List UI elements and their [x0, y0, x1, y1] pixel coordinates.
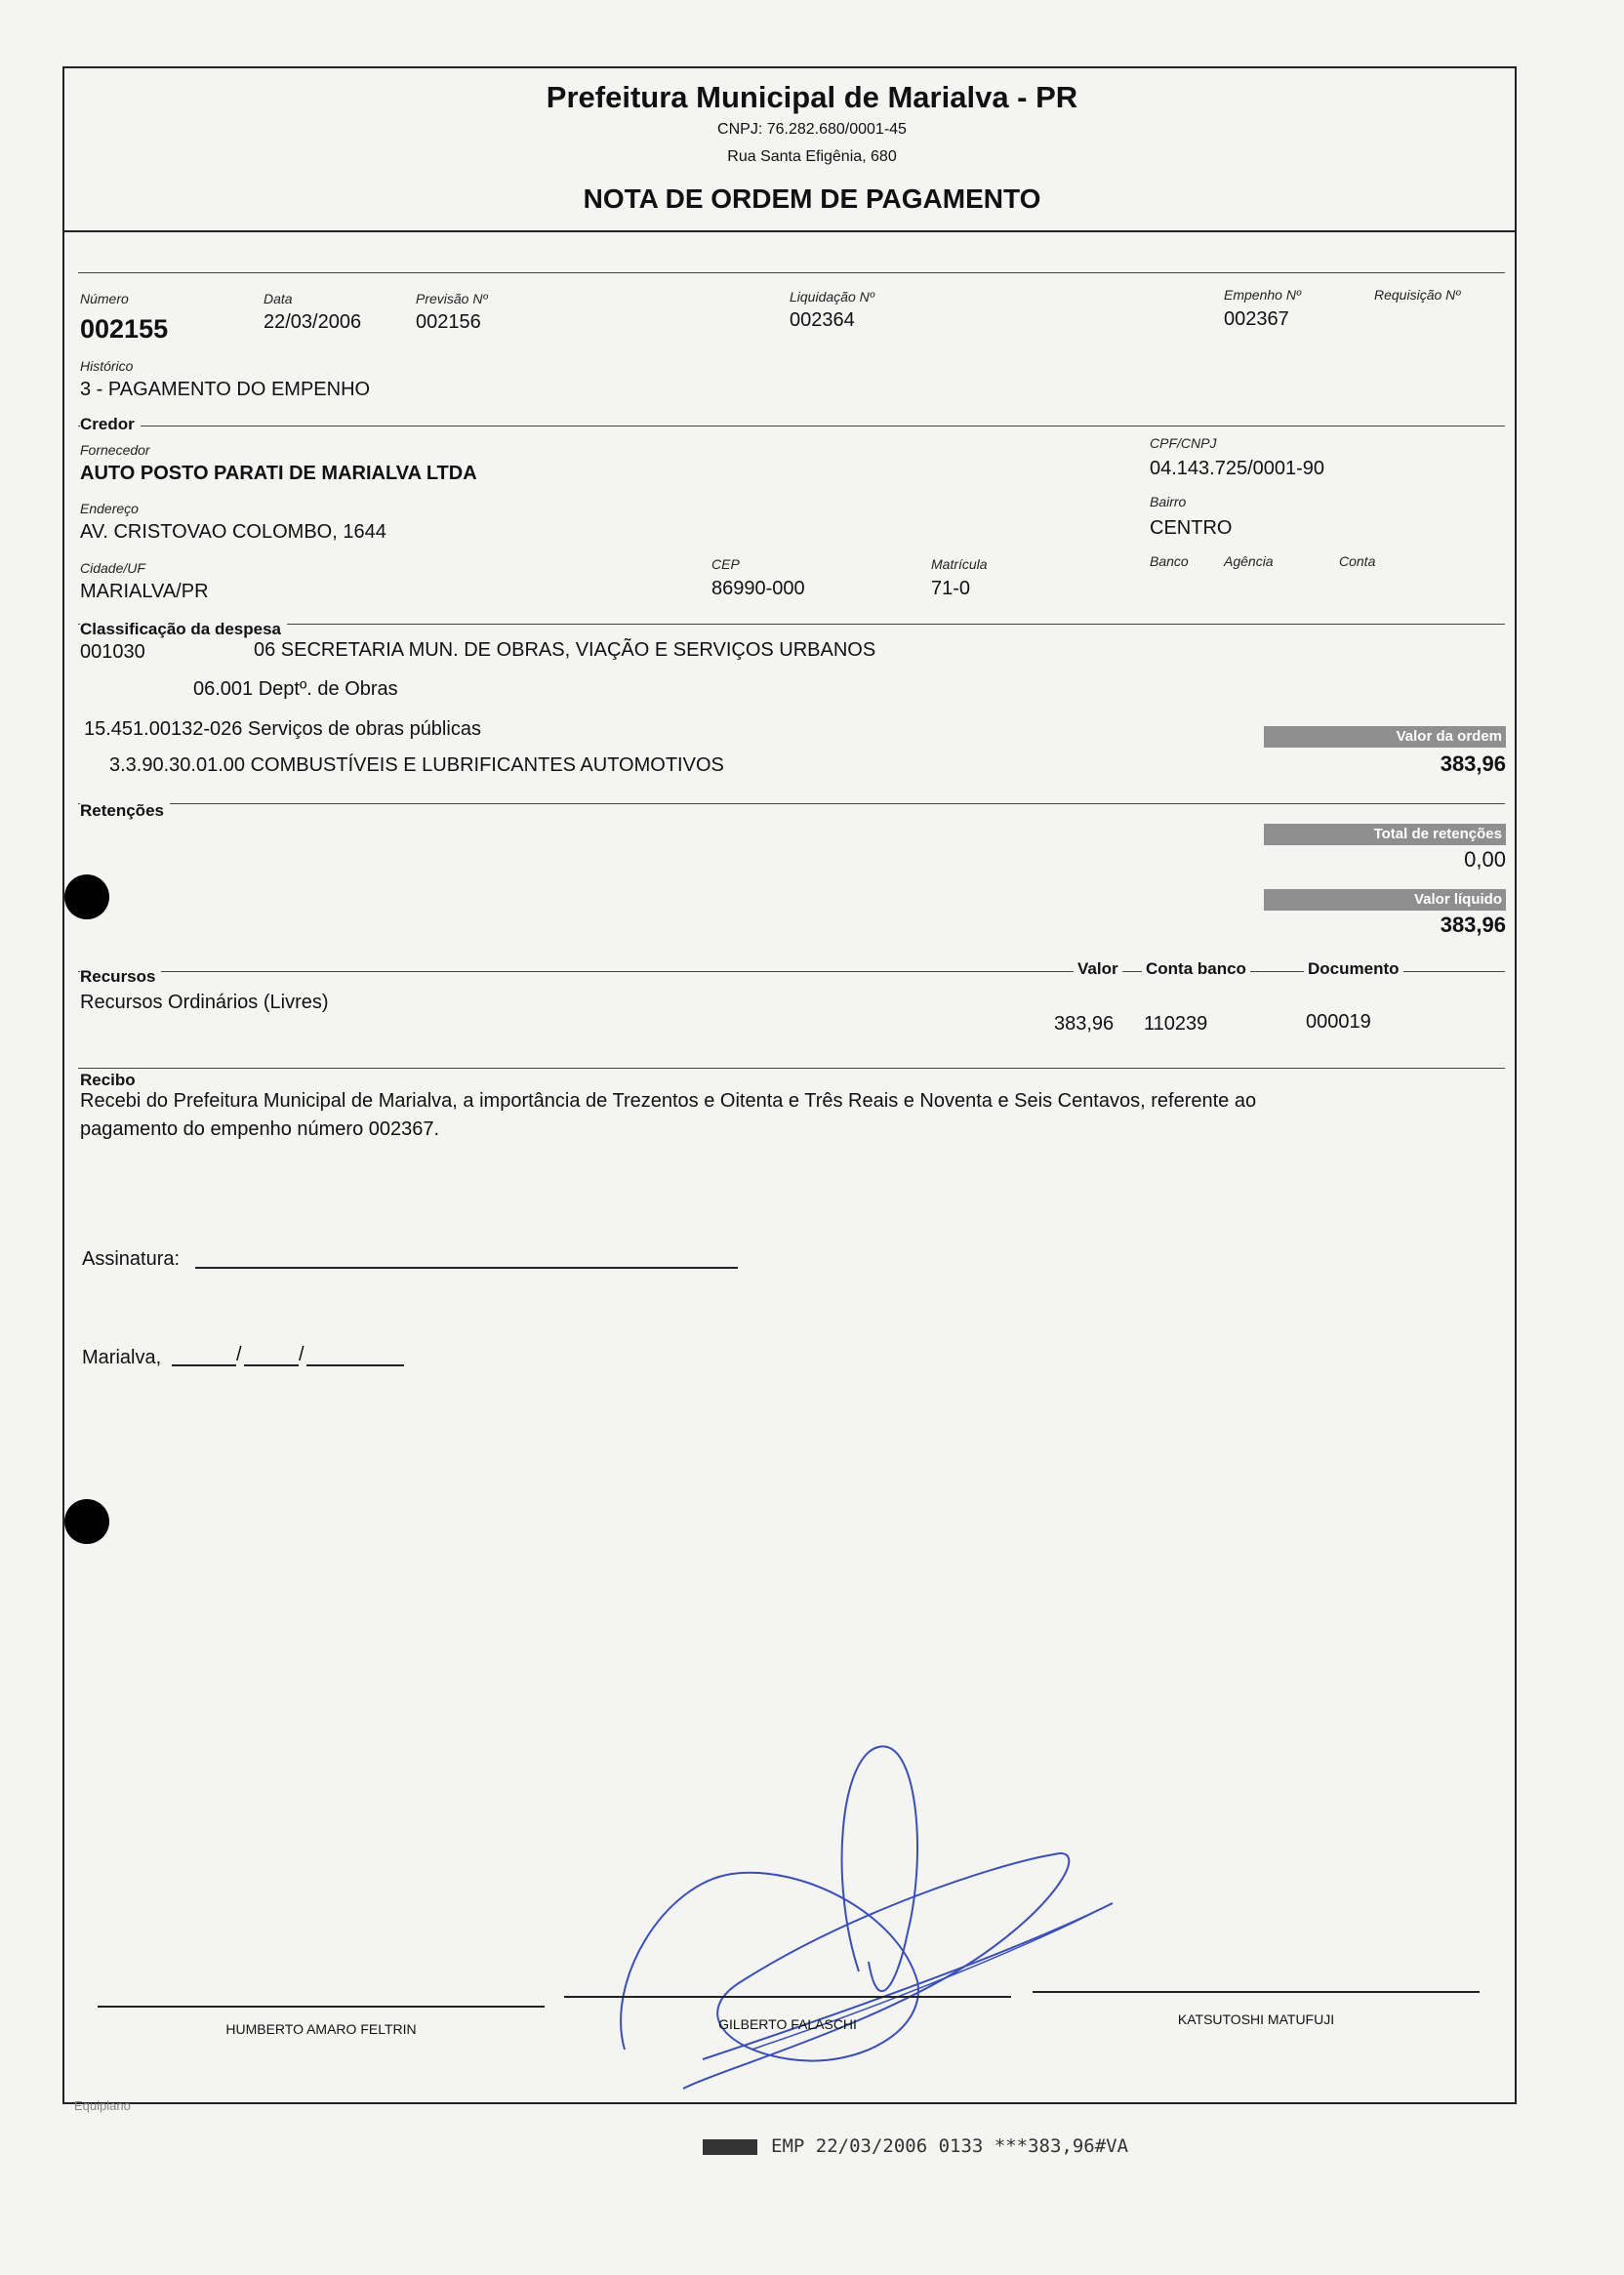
recursos-documento: 000019 [1306, 1011, 1371, 1033]
previsao-label: Previsão Nº [416, 291, 488, 306]
empenho-value: 002367 [1224, 308, 1289, 330]
local-label: Marialva, [82, 1347, 162, 1368]
cpf-value: 04.143.725/0001-90 [1150, 458, 1325, 479]
signatory-2: GILBERTO FALASCHI [718, 2016, 857, 2032]
numero-value: 002155 [80, 314, 169, 344]
header-address: Rua Santa Efigênia, 680 [727, 148, 897, 165]
recursos-conta: 110239 [1144, 1013, 1208, 1035]
valor-liquido-label: Valor líquido [1264, 889, 1506, 911]
data-label: Data [264, 291, 293, 306]
cidade-value: MARIALVA/PR [80, 581, 209, 602]
stamp-text: EMP 22/03/2006 0133 ***383,96#VA [771, 2135, 1129, 2157]
date-slash-1: / [236, 1344, 242, 1365]
numero-label: Número [80, 291, 129, 306]
classificacao-unit: 06.001 Deptº. de Obras [193, 678, 398, 700]
bank-stamp [703, 2135, 1128, 2157]
previsao-value: 002156 [416, 311, 481, 333]
signatory-3: KATSUTOSHI MATUFUJI [1177, 2011, 1335, 2027]
recursos-rule [78, 971, 1505, 972]
signature-line-1 [98, 2006, 545, 2008]
total-retencoes-value: 0,00 [1464, 847, 1506, 872]
signatory-1: HUMBERTO AMARO FELTRIN [225, 2021, 417, 2037]
bairro-value: CENTRO [1150, 517, 1233, 539]
conta-label: Conta [1339, 553, 1376, 569]
bank-logo-icon [703, 2139, 757, 2155]
total-retencoes-label: Total de retenções [1264, 824, 1506, 845]
data-value: 22/03/2006 [264, 311, 362, 333]
cep-value: 86990-000 [711, 578, 805, 599]
cpf-label: CPF/CNPJ [1150, 435, 1217, 451]
order-top-rule [78, 272, 1505, 273]
recursos-valor-label: Valor [1074, 959, 1122, 979]
date-month-line [244, 1364, 299, 1366]
header-divider [62, 230, 1517, 232]
credor-rule [78, 426, 1505, 427]
valor-ordem-value: 383,96 [1440, 752, 1506, 776]
recibo-rule [78, 1068, 1505, 1069]
liquidacao-label: Liquidação Nº [790, 289, 874, 305]
valor-ordem-label: Valor da ordem [1264, 726, 1506, 748]
binder-hole [64, 1499, 109, 1544]
bairro-label: Bairro [1150, 494, 1187, 509]
assinatura-label: Assinatura: [82, 1248, 181, 1270]
recibo-section: Recibo [80, 1071, 142, 1090]
credor-section: Credor [80, 415, 141, 434]
recursos-nome: Recursos Ordinários (Livres) [80, 992, 329, 1013]
page-title: Prefeitura Municipal de Marialva - PR [546, 80, 1078, 114]
binder-hole [64, 874, 109, 919]
agencia-label: Agência [1224, 553, 1274, 569]
requisicao-label: Requisição Nº [1374, 287, 1461, 303]
handwritten-signature [605, 1737, 1152, 2098]
header-cnpj: CNPJ: 76.282.680/0001-45 [717, 121, 907, 138]
matricula-value: 71-0 [931, 578, 971, 599]
retencoes-section: Retenções [80, 801, 170, 821]
banco-label: Banco [1150, 553, 1189, 569]
recursos-documento-label: Documento [1304, 959, 1403, 979]
classificacao-rule [78, 624, 1505, 625]
cidade-label: Cidade/UF [80, 560, 145, 576]
footer-brand: Equiplano [74, 2098, 131, 2113]
matricula-label: Matrícula [931, 556, 988, 572]
historico-label: Histórico [80, 358, 134, 374]
historico-value: 3 - PAGAMENTO DO EMPENHO [80, 379, 371, 400]
valor-liquido-value: 383,96 [1440, 913, 1506, 937]
signature-line-3 [1033, 1991, 1480, 1993]
empenho-label: Empenho Nº [1224, 287, 1302, 303]
recursos-section: Recursos [80, 967, 161, 987]
classificacao-section: Classificação da despesa [80, 620, 287, 639]
classificacao-func: 15.451.00132-026 Serviços de obras públicas [84, 718, 481, 740]
classificacao-elem: 3.3.90.30.01.00 COMBUSTÍVEIS E LUBRIFICANTES AUTOMOTIVOS [109, 754, 724, 776]
cep-label: CEP [711, 556, 740, 572]
date-day-line [172, 1364, 236, 1366]
fornecedor-label: Fornecedor [80, 442, 150, 458]
document-title: NOTA DE ORDEM DE PAGAMENTO [583, 183, 1041, 214]
recibo-text-line2: pagamento do empenho número 002367. [80, 1118, 440, 1140]
retencoes-rule [78, 803, 1505, 804]
date-year-line [306, 1364, 404, 1366]
classificacao-code: 001030 [80, 641, 145, 663]
date-slash-2: / [299, 1344, 304, 1365]
endereco-label: Endereço [80, 501, 139, 516]
assinatura-line [195, 1267, 738, 1269]
recursos-valor: 383,96 [1054, 1013, 1115, 1035]
recursos-conta-label: Conta banco [1142, 959, 1250, 979]
recibo-text-line1: Recebi do Prefeitura Municipal de Marialva, a importância de Trezentos e Oitenta e Três Reais e Noventa e Seis Centavos, referente ao [80, 1090, 1257, 1112]
liquidacao-value: 002364 [790, 309, 855, 331]
fornecedor-value: AUTO POSTO PARATI DE MARIALVA LTDA [80, 463, 477, 484]
endereco-value: AV. CRISTOVAO COLOMBO, 1644 [80, 521, 386, 543]
signature-line-2 [564, 1996, 1011, 1998]
classificacao-org: 06 SECRETARIA MUN. DE OBRAS, VIAÇÃO E SERVIÇOS URBANOS [254, 639, 876, 661]
